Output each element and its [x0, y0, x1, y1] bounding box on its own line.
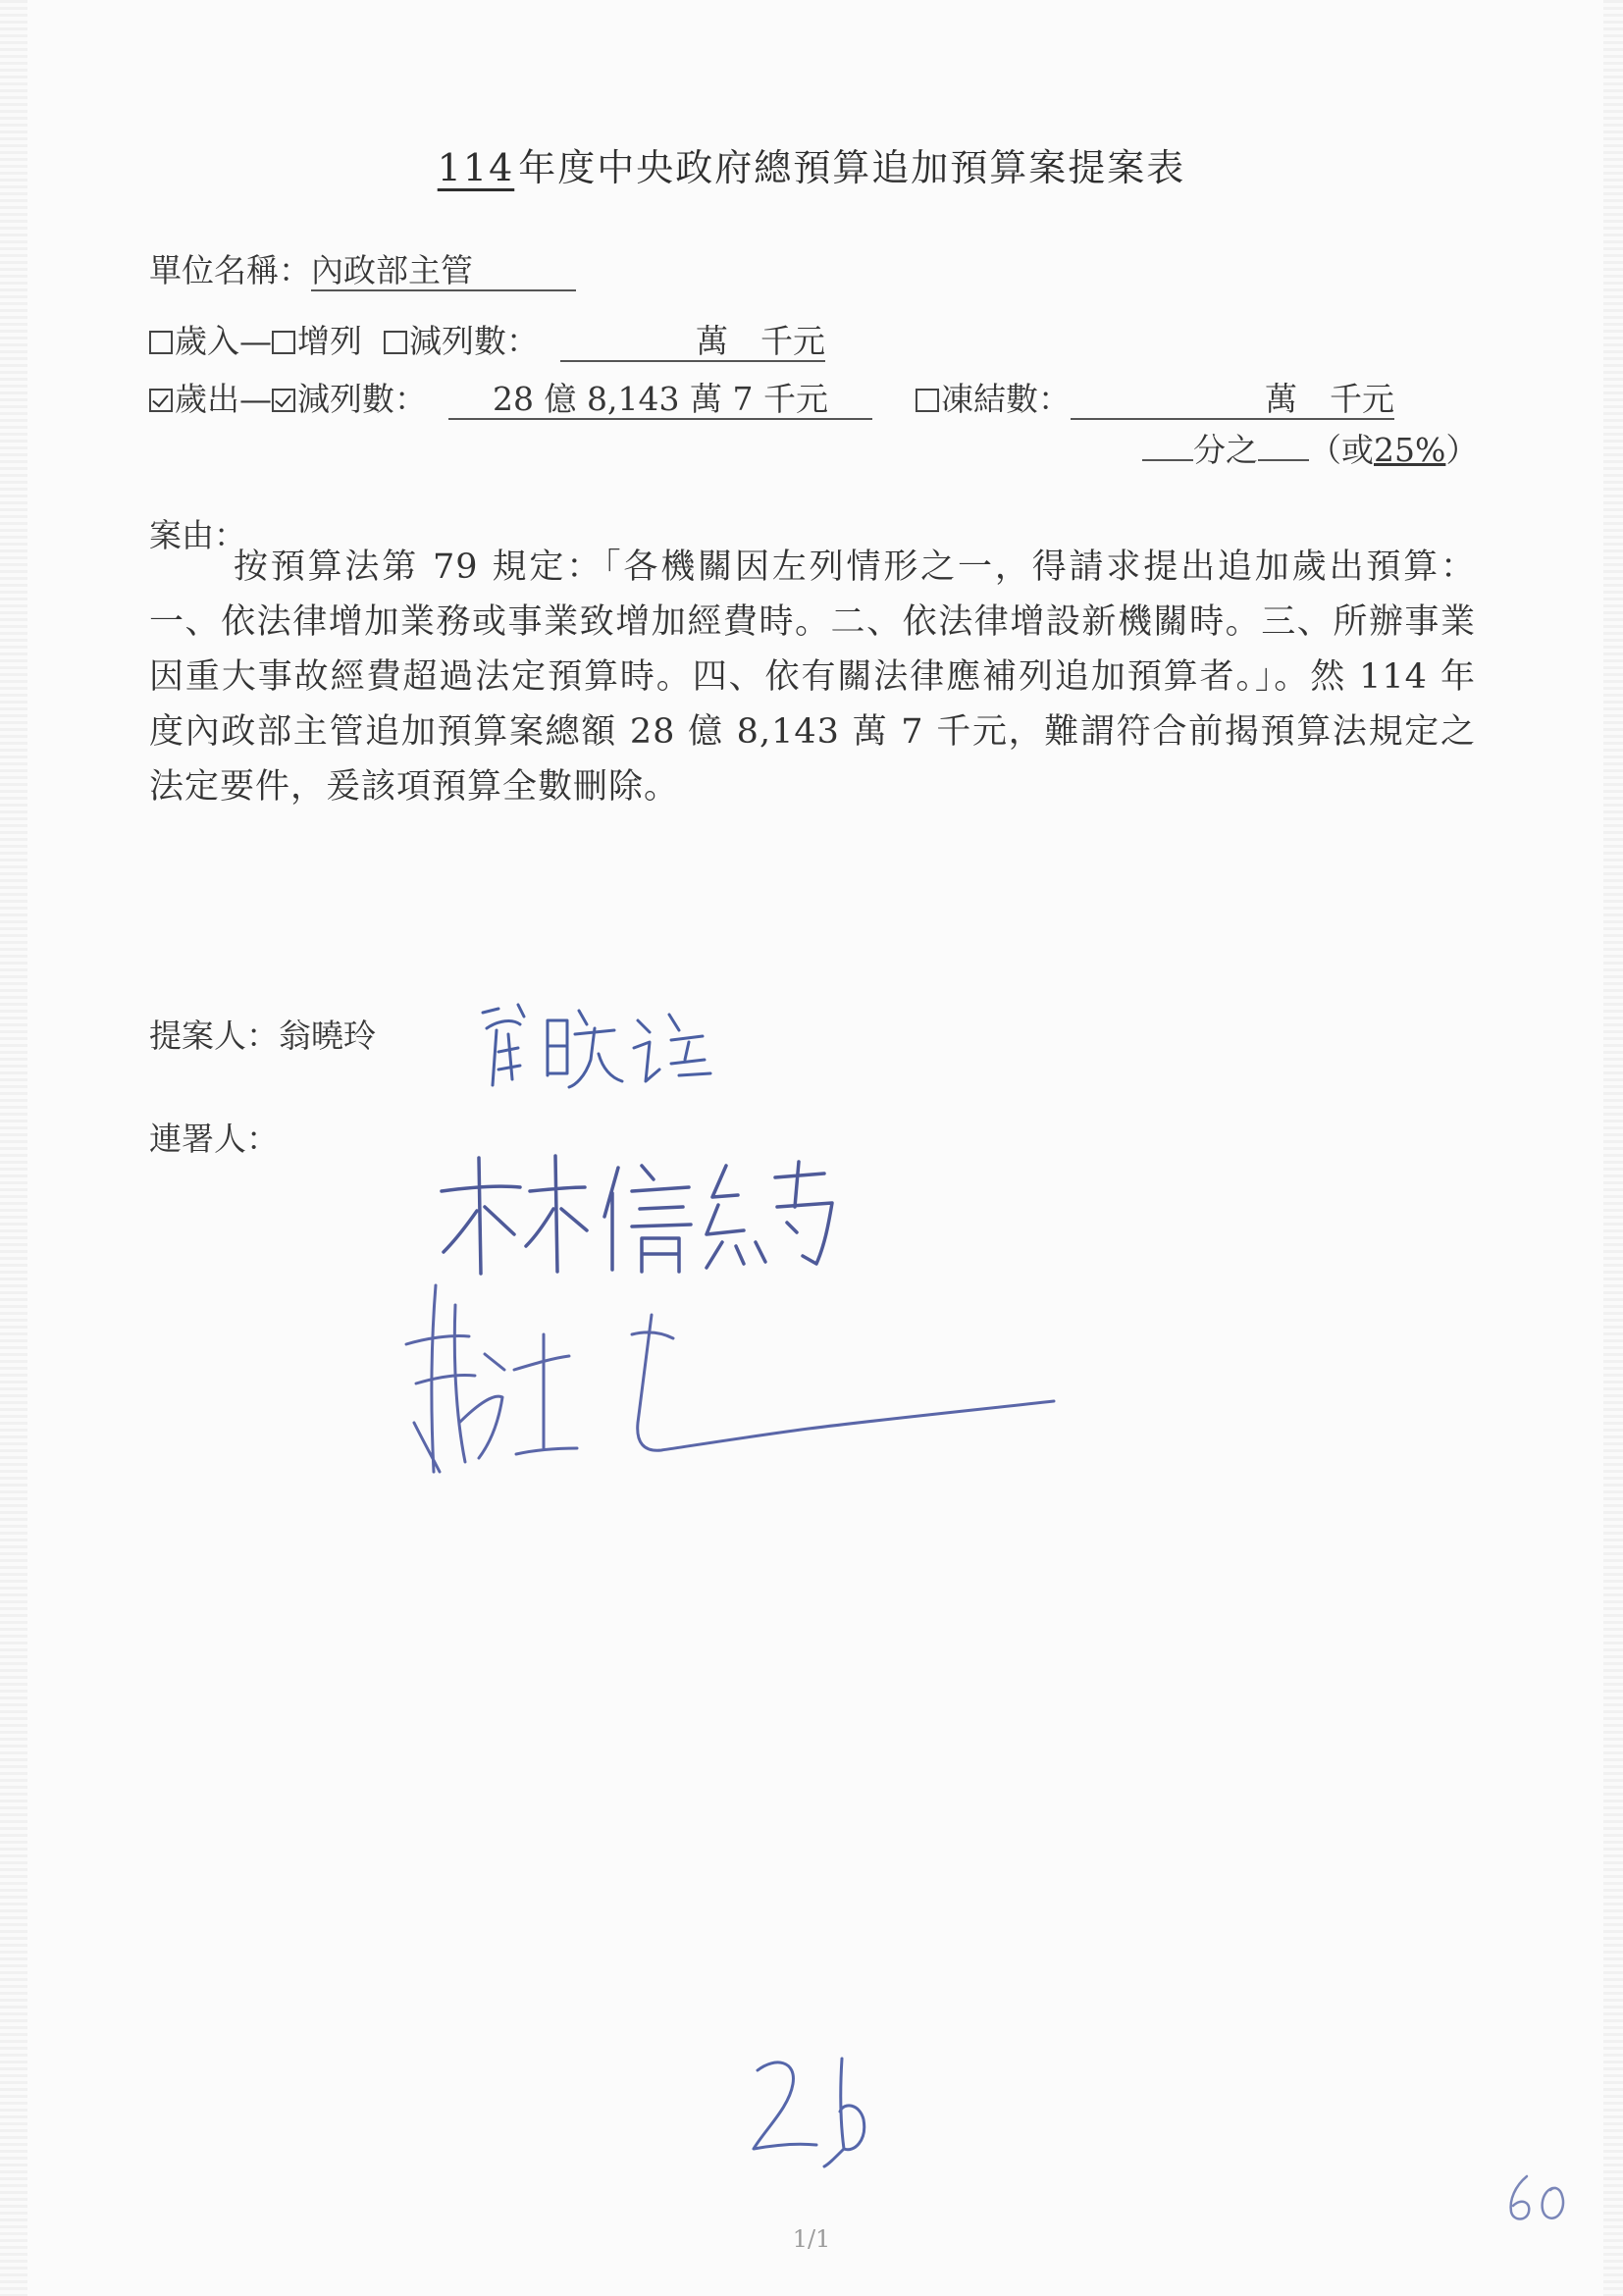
proposer-name: 翁曉玲 — [279, 1017, 376, 1055]
fraction-part1: 分之 — [1193, 431, 1258, 469]
revenue-decrease-checkbox[interactable] — [384, 331, 407, 354]
expense-checkbox[interactable] — [149, 389, 173, 412]
cosigner-signature-2 — [396, 1276, 1064, 1491]
reason-text: 按預算法第 79 規定：「各機關因左列情形之一，得請求提出追加歲出預算：一、依法律增加業務或事業致增加經費時。二、依法律增設新機關時。三、所辦事業因重大事故經費超過法定預算時。四、依有關法律應補列追加預算者。」。然 114 年度內政部主管追加預算案總額 28 億 8,143 萬 7 千元，難謂符合前揭預算法規定之法定要件，爰該項預算全數刪除。 — [149, 548, 1476, 807]
proposer-row — [149, 1011, 376, 1057]
reason-label: 案由： — [149, 516, 246, 554]
freeze-label: 凍結數： — [941, 380, 1071, 418]
revenue-increase-checkbox[interactable] — [272, 331, 295, 354]
scan-edge-right — [1603, 0, 1623, 2296]
fraction-part2: （或 — [1309, 431, 1374, 469]
unit-value: 內政部主管 — [311, 252, 576, 291]
fraction-blank-1 — [1142, 459, 1193, 461]
revenue-increase-label: 增列 — [297, 322, 362, 360]
fraction-row — [1142, 425, 1478, 471]
unit-row — [149, 245, 576, 291]
proposer-signature — [469, 991, 724, 1099]
fraction-part3: ） — [1445, 431, 1479, 469]
handwritten-number-mark — [1501, 2168, 1580, 2227]
revenue-checkbox[interactable] — [149, 331, 173, 354]
expense-decrease-label: 減列數： — [297, 380, 427, 418]
fraction-percent: 25% — [1374, 431, 1446, 469]
expense-row — [149, 374, 1394, 420]
reason-text-block — [149, 540, 1476, 814]
scan-edge-left — [0, 0, 27, 2296]
title-text: 年度中央政府總預算追加預算案提案表 — [518, 146, 1186, 189]
freeze-amount: 萬 千元 — [1071, 381, 1394, 420]
revenue-row — [149, 316, 825, 362]
revenue-decrease-label: 減列數： — [409, 322, 539, 360]
freeze-checkbox[interactable] — [916, 389, 939, 412]
title-year: 114 — [437, 146, 515, 189]
expense-amount: 28 億 8,143 萬 7 千元 — [448, 381, 872, 420]
expense-label: 歲出— — [175, 380, 272, 418]
handwritten-page-mark — [746, 2051, 903, 2168]
expense-decrease-checkbox[interactable] — [272, 389, 295, 412]
revenue-amount: 萬 千元 — [560, 323, 825, 362]
proposer-label: 提案人： — [149, 1017, 279, 1055]
page-title — [0, 137, 1623, 191]
fraction-blank-2 — [1258, 459, 1309, 461]
unit-label: 單位名稱： — [149, 251, 311, 289]
page-number: 1/1 — [792, 2225, 831, 2253]
cosigner-label: 連署人： — [149, 1120, 279, 1158]
cosigner-signature-1 — [432, 1148, 864, 1285]
revenue-label: 歲入— — [175, 322, 272, 360]
